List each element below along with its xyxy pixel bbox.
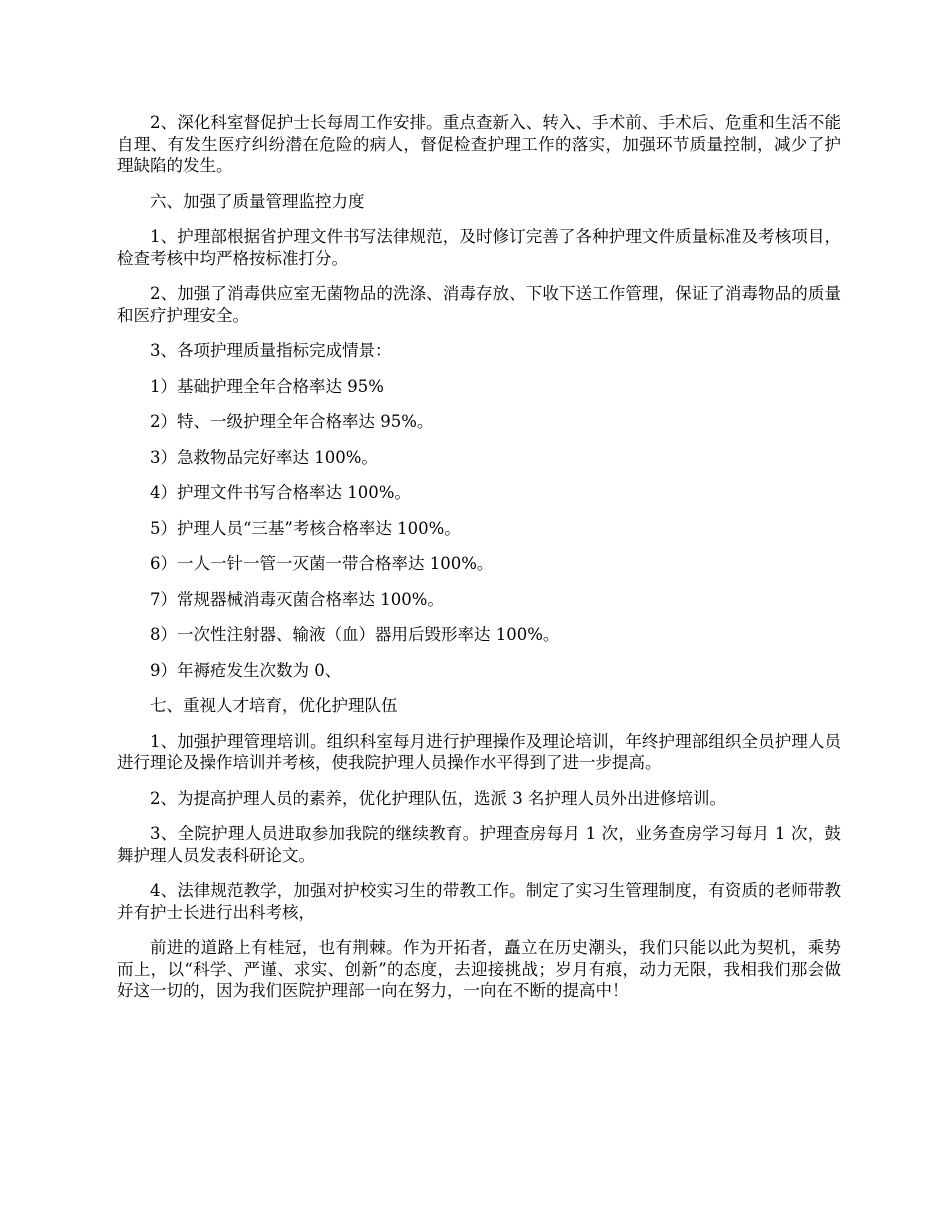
- list-item-indicator-4: 4）护理文件书写合格率达 100%。: [150, 483, 411, 502]
- list-item-indicator-7: 7）常规器械消毒灭菌合格率达 100%。: [150, 589, 444, 609]
- document-body: [117, 112, 841, 1016]
- section-heading-talent-training: 七、重视人才培育，优化护理队伍: [150, 696, 398, 715]
- list-item-indicator-1: 1）基础护理全年合格率达 95%: [150, 376, 384, 396]
- list-item-indicator-8: 8）一次性注射器、输液（血）器用后毁形率达 100%。: [150, 625, 560, 644]
- list-item-indicator-3: 3）急救物品完好率达 100%。: [150, 447, 378, 467]
- paragraph-disinfection-supply: 2、加强了消毒供应室无菌物品的洗涤、消毒存放、下收下送工作管理，保证了消毒物品的质量和医疗护理安全。: [117, 284, 841, 325]
- paragraph-closing: 前进的道路上有桂冠，也有荆棘。作为开拓者，矗立在历史潮头，我们只能以此为契机，乘势而上，以“科学、严谨、求实、创新”的态度，去迎接挑战；岁月有痕，动力无限，我相我们那会做好这一切的，因为我们医院护理部一向在努力，一向在不断的提高中！: [117, 938, 841, 1000]
- section-heading-quality-monitoring: 六、加强了质量管理监控力度: [150, 191, 365, 211]
- paragraph-quality-indicators: 3、各项护理质量指标完成情景：: [150, 341, 392, 360]
- list-item-indicator-6: 6）一人一针一管一灭菌一带合格率达 100%。: [150, 554, 494, 573]
- list-item-indicator-9: 9）年褥疮发生次数为 0、: [150, 660, 342, 680]
- paragraph-external-training: 2、为提高护理人员的素养，优化护理队伍，选派 3 名护理人员外出进修培训。: [150, 788, 726, 808]
- list-item-indicator-2: 2）特、一级护理全年合格率达 95%。: [150, 412, 434, 431]
- paragraph-work-arrangement: 2、深化科室督促护士长每周工作安排。重点查新入、转入、手术前、手术后、危重和生活不能自理、有发生医疗纠纷潜在危险的病人，督促检查护理工作的落实，加强环节质量控制，减少了护理缺陷的发生。: [117, 113, 841, 175]
- paragraph-document-standards: 1、护理部根据省护理文件书写法律规范，及时修订完善了各种护理文件质量标准及考核项目，检查考核中均严格按标准打分。: [117, 227, 841, 268]
- paragraph-intern-teaching: 4、法律规范教学，加强对护校实习生的带教工作。制定了实习生管理制度，有资质的老师带教并有护士长进行出科考核，: [117, 881, 841, 922]
- paragraph-management-training: 1、加强护理管理培训。组织科室每月进行护理操作及理论培训，年终护理部组织全员护理人员进行理论及操作培训并考核，使我院护理人员操作水平得到了进一步提高。: [117, 731, 841, 772]
- list-item-indicator-5: 5）护理人员“三基”考核合格率达 100%。: [150, 518, 461, 538]
- paragraph-continuing-education: 3、全院护理人员进取参加我院的继续教育。护理查房每月 1 次，业务查房学习每月 1 次，鼓舞护理人员发表科研论文。: [117, 824, 841, 865]
